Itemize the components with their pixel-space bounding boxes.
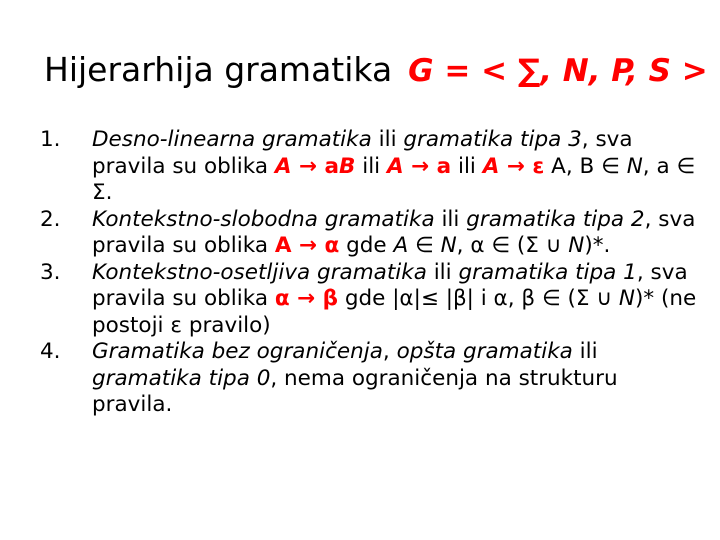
rule-2 [387,154,451,179]
rule-lhs: A [482,153,500,179]
item-number: 3. [40,259,61,285]
item-text: , sva pravila su oblika [92,206,696,258]
grammar-formula: G = < ∑, N, P, S > [408,53,708,89]
condition-text: , a ∈ Σ. [92,153,696,205]
rule-lhs: A [386,153,404,179]
or-text: ili [572,339,598,364]
rule-lhs: A [274,153,292,179]
item-text: , sva pravila su oblika [92,127,633,179]
item-text: , [382,339,397,364]
or-text: ili [451,153,483,179]
condition-var: N [568,233,585,258]
condition-var: N [440,233,457,258]
item-text: , sva pravila su oblika [92,259,688,311]
condition-var: A [393,233,409,258]
item-number: 2. [40,206,61,232]
item-number: 1. [40,127,61,152]
rule-arrow: → [403,153,437,179]
condition-var: N [618,286,635,311]
condition-text: A, B ∈ [544,153,627,179]
rule-rhs-var: B [339,153,356,179]
or-text: ili [434,206,467,232]
rule-arrow: → [291,153,325,179]
grammar-type: gramatika tipa 3 [403,127,582,152]
list-item-type-1 [40,260,700,340]
list-item-type-3 [40,127,700,207]
title-text: Hijerarhija gramatika [44,50,393,89]
grammar-name-2: opšta gramatika [396,339,573,364]
condition-text: gde |α|≤ |β| i α, β ∈ (Σ ∪ [338,286,619,311]
condition-text: ∈ [408,233,441,258]
condition-text: , α ∈ (Σ ∪ [456,233,569,258]
rule-rhs: a [324,153,339,179]
grammar-list [40,127,700,419]
or-text: ili [426,259,459,285]
gde-text: gde [339,233,394,258]
condition-text: )* (ne postoji ε pravilo) [92,286,697,338]
grammar-type: gramatika tipa 0 [92,365,271,391]
rule-rhs: a [436,153,452,179]
grammar-name: Kontekstno-slobodna gramatika [92,206,435,232]
grammar-name: Kontekstno-osetljiva gramatika [92,259,427,285]
grammar-name: Gramatika bez ograničenja [92,339,383,364]
rule-1 [275,154,356,179]
or-text: ili [371,127,404,152]
grammar-type: gramatika tipa 1 [458,259,637,285]
rule-rhs: ε [532,153,545,179]
rule-3 [483,154,545,179]
rule: A → α [274,233,340,258]
list-item-type-0 [40,339,700,419]
rule: α → β [274,286,338,311]
condition-var: N [626,153,643,179]
condition-text: )*. [584,233,611,258]
list-item-type-2 [40,207,700,260]
or-text: ili [355,153,387,179]
item-text: , nema ograničenja na strukturu pravila. [92,365,618,417]
grammar-type: gramatika tipa 2 [466,206,645,232]
item-number: 4. [40,339,61,364]
grammar-name: Desno-linearna gramatika [92,127,372,152]
slide-title [44,46,708,95]
rule-arrow: → [499,153,533,179]
